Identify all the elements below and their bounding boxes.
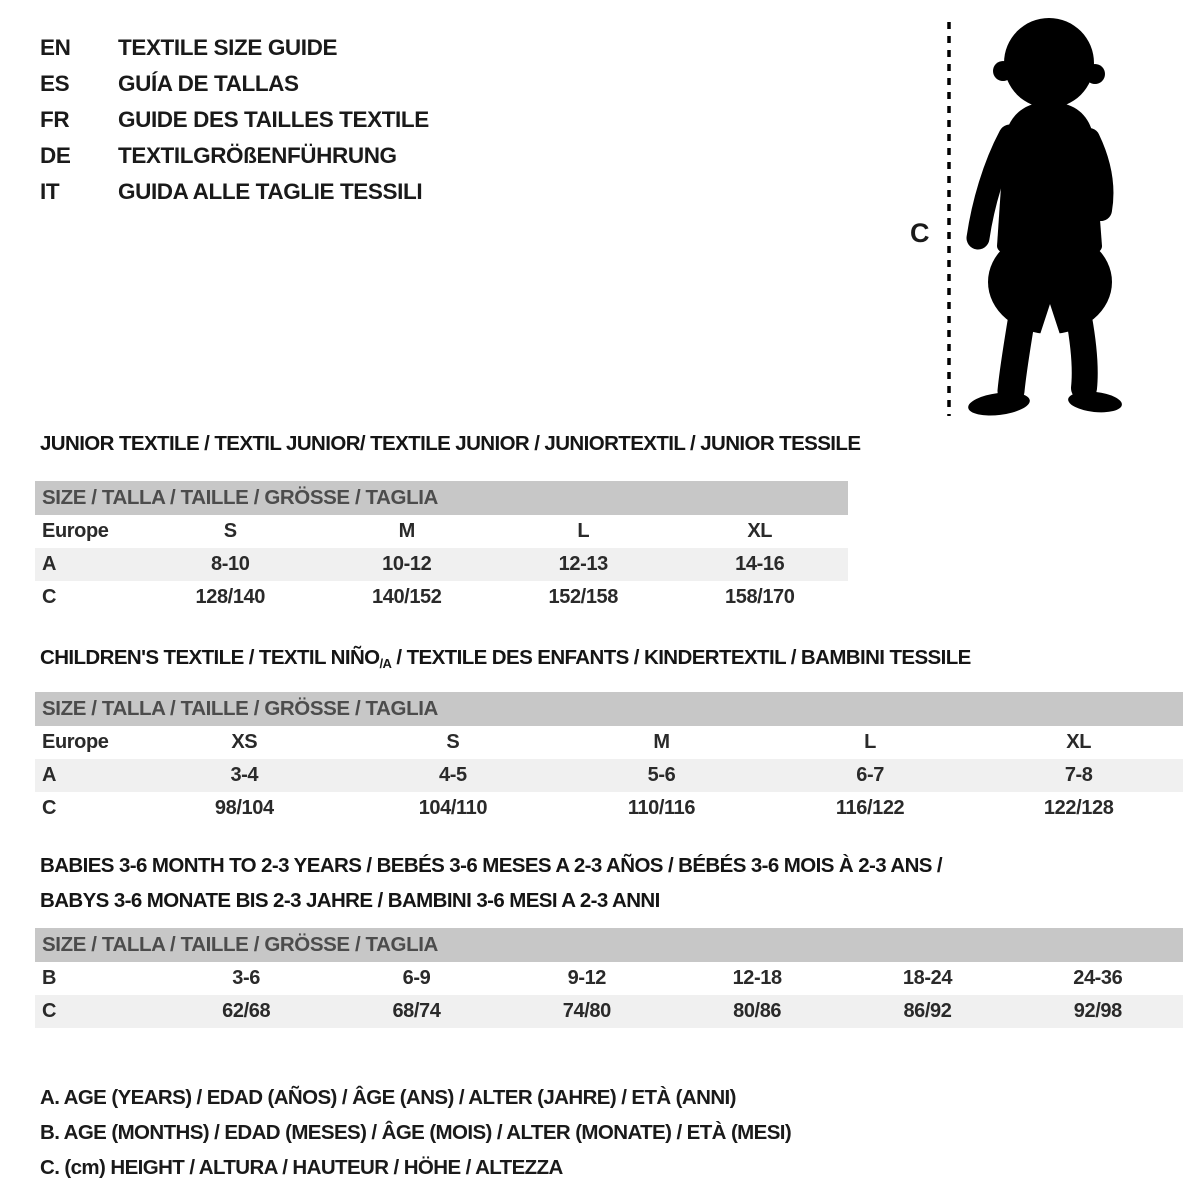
table-cell: S xyxy=(446,731,460,753)
table-cell: M xyxy=(398,520,415,542)
table-row-height xyxy=(35,995,1183,1028)
list-item xyxy=(40,138,429,174)
table-cell: 80/86 xyxy=(733,1000,782,1022)
table-cell: 10-12 xyxy=(382,553,432,575)
babies-title-line1: BABIES 3-6 MONTH TO 2-3 YEARS / BEBÉS 3-6 MESES A 2-3 AÑOS / BÉBÉS 3-6 MOIS À 2-3 ANS / xyxy=(40,854,943,877)
table-cell: 110/116 xyxy=(627,797,696,819)
table-cell: XS xyxy=(231,731,258,753)
legend-line-b: B. AGE (MONTHS) / EDAD (MESES) / ÂGE (MOIS) / ALTER (MONATE) / ETÀ (MESI) xyxy=(40,1121,792,1144)
row-label: A xyxy=(42,764,57,786)
children-size-table xyxy=(35,692,1183,825)
table-cell: 128/140 xyxy=(195,586,265,608)
table-cell: 74/80 xyxy=(562,1000,611,1022)
table-cell: 3-6 xyxy=(232,967,261,989)
figure-label-c: C xyxy=(910,218,930,248)
language-code: EN xyxy=(40,35,71,60)
list-item xyxy=(40,66,429,102)
height-figure xyxy=(898,14,1160,426)
legend xyxy=(40,1080,791,1185)
table-cell: XL xyxy=(747,520,773,542)
language-title: GUIDA ALLE TAGLIE TESSILI xyxy=(118,179,423,204)
children-title-prefix: CHILDREN'S TEXTILE / TEXTIL NIÑO xyxy=(40,646,380,669)
table-cell: 18-24 xyxy=(902,967,953,989)
table-header-size: SIZE / TALLA / TAILLE / GRÖSSE / TAGLIA xyxy=(35,481,848,515)
table-cell: 7-8 xyxy=(1064,764,1093,786)
language-code: DE xyxy=(40,143,71,168)
table-cell: 5-6 xyxy=(647,764,676,786)
list-item xyxy=(40,30,429,66)
table-cell: 86/92 xyxy=(903,1000,952,1022)
table-cell: 98/104 xyxy=(214,797,274,819)
table-cell: 152/158 xyxy=(548,586,618,608)
table-cell: 158/170 xyxy=(725,586,795,608)
table-cell: M xyxy=(653,731,670,753)
list-item xyxy=(40,174,429,210)
table-cell: 12-13 xyxy=(558,553,608,575)
language-title: GUÍA DE TALLAS xyxy=(118,71,299,96)
table-cell: 116/122 xyxy=(835,797,905,819)
table-row-age-months xyxy=(35,962,1183,995)
language-title: TEXTILGRÖßENFÜHRUNG xyxy=(118,143,397,168)
table-cell: XL xyxy=(1066,731,1092,753)
table-header-size: SIZE / TALLA / TAILLE / GRÖSSE / TAGLIA xyxy=(35,928,1183,962)
language-guide-list xyxy=(40,30,429,210)
table-row-age xyxy=(35,759,1183,792)
babies-section-title xyxy=(40,848,942,918)
table-cell: 4-5 xyxy=(439,764,467,786)
table-cell: 6-9 xyxy=(402,967,431,989)
children-title-subscript: /A xyxy=(379,656,392,671)
table-cell: 24-36 xyxy=(1073,967,1123,989)
legend-line-a: A. AGE (YEARS) / EDAD (AÑOS) / ÂGE (ANS) / ALTER (JAHRE) / ETÀ (ANNI) xyxy=(40,1086,736,1109)
table-cell: 68/74 xyxy=(392,1000,441,1022)
language-title: GUIDE DES TAILLES TEXTILE xyxy=(118,107,429,132)
language-title: TEXTILE SIZE GUIDE xyxy=(118,35,338,60)
junior-size-table xyxy=(35,481,848,614)
table-cell: 9-12 xyxy=(567,967,607,989)
babies-size-table xyxy=(35,928,1183,1028)
language-code: FR xyxy=(40,107,70,132)
table-cell: L xyxy=(577,520,590,542)
table-row-height xyxy=(35,581,848,614)
row-label: C xyxy=(42,1000,57,1022)
table-cell: 62/68 xyxy=(222,1000,271,1022)
children-title-suffix: / TEXTILE DES ENFANTS / KINDERTEXTIL / BAMBINI TESSILE xyxy=(391,646,971,669)
table-row-height xyxy=(35,792,1183,825)
table-cell: S xyxy=(223,520,237,542)
table-cell: 8-10 xyxy=(211,553,250,575)
row-label: C xyxy=(42,586,57,608)
row-label: Europe xyxy=(42,520,109,542)
table-cell: 12-18 xyxy=(732,967,782,989)
language-code: IT xyxy=(40,179,60,204)
table-cell: 6-7 xyxy=(856,764,884,786)
row-label: C xyxy=(42,797,57,819)
table-cell: 122/128 xyxy=(1043,797,1114,819)
list-item xyxy=(40,102,429,138)
table-cell: 140/152 xyxy=(372,586,442,608)
table-row-age xyxy=(35,548,848,581)
table-row-europe xyxy=(35,726,1183,759)
babies-title-line2: BABYS 3-6 MONATE BIS 2-3 JAHRE / BAMBINI 3-6 MESI A 2-3 ANNI xyxy=(40,889,660,912)
table-cell: 104/110 xyxy=(418,797,488,819)
table-row-europe xyxy=(35,515,848,548)
table-cell: 14-16 xyxy=(735,553,785,575)
children-section-title xyxy=(40,646,971,670)
table-cell: L xyxy=(864,731,876,753)
table-header-size: SIZE / TALLA / TAILLE / GRÖSSE / TAGLIA xyxy=(35,692,1183,726)
row-label: B xyxy=(42,967,57,989)
toddler-silhouette-icon xyxy=(967,18,1123,419)
legend-line-c: C. (cm) HEIGHT / ALTURA / HAUTEUR / HÖHE / ALTEZZA xyxy=(40,1156,563,1179)
table-cell: 92/98 xyxy=(1073,1000,1122,1022)
row-label: Europe xyxy=(42,731,109,753)
language-code: ES xyxy=(40,71,70,96)
row-label: A xyxy=(42,553,57,575)
table-cell: 3-4 xyxy=(230,764,259,786)
junior-section-title: JUNIOR TEXTILE / TEXTIL JUNIOR/ TEXTILE JUNIOR / JUNIORTEXTIL / JUNIOR TESSILE xyxy=(40,432,861,455)
